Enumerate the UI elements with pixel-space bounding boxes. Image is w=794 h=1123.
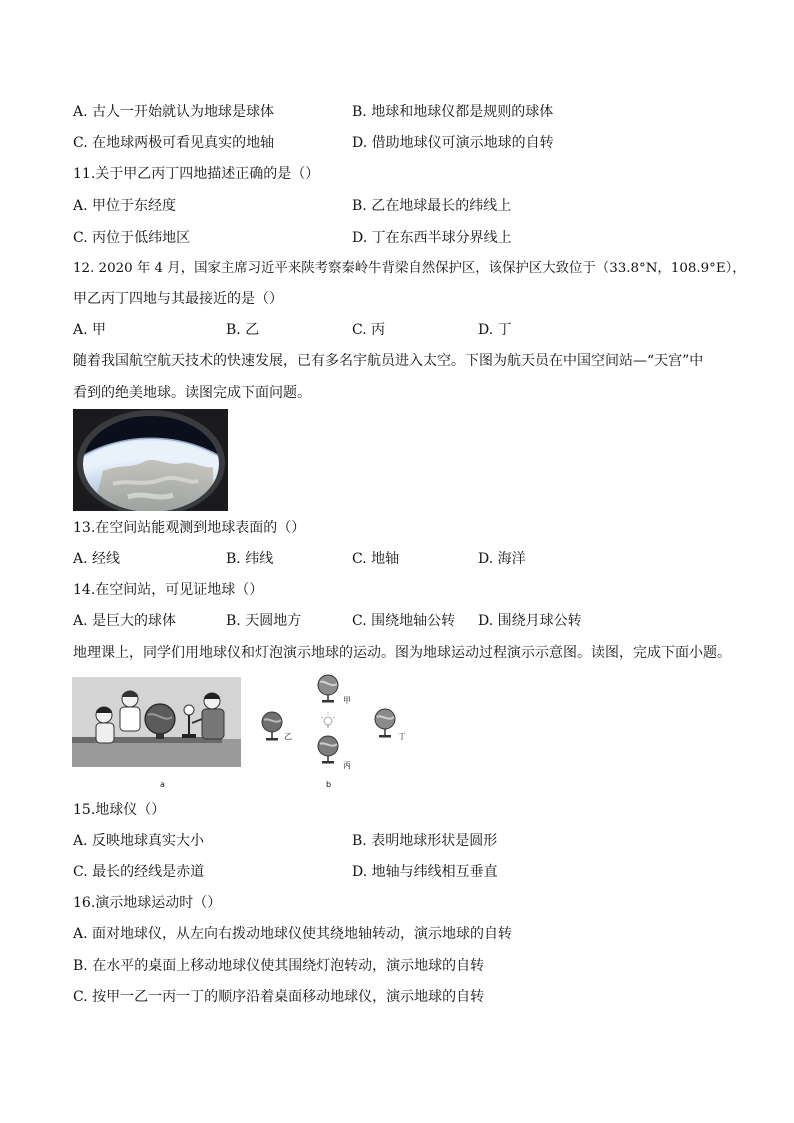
q12-option-a: A. 甲 bbox=[73, 322, 107, 338]
q15-option-c: C. 最长的经线是赤道 bbox=[73, 864, 205, 880]
q13-option-b: B. 纬线 bbox=[226, 551, 274, 567]
bulb-icon bbox=[321, 712, 335, 728]
figure-b-label: b bbox=[326, 780, 332, 789]
q11-option-c: C. 丙位于低纬地区 bbox=[73, 230, 191, 246]
orbit-demo-diagram bbox=[255, 672, 415, 772]
q12-option-d: D. 丁 bbox=[478, 322, 512, 338]
figure-b-label-jia: 甲 bbox=[343, 696, 351, 705]
q16-stem: 16.演示地球运动时（） bbox=[73, 895, 222, 911]
q16-option-c: C. 按甲一乙一丙一丁的顺序沿着桌面移动地球仪，演示地球的自转 bbox=[73, 989, 485, 1005]
q14-stem: 14.在空间站，可见证地球（） bbox=[73, 582, 264, 598]
passage2-line1: 地理课上，同学们用地球仪和灯泡演示地球的运动。图为地球运动过程演示示意图。读图，完成下面小题。 bbox=[73, 645, 731, 661]
orbit-globes-drawing bbox=[255, 672, 415, 772]
q10-option-a: A. 古人一开始就认为地球是球体 bbox=[73, 104, 275, 120]
earth-window-illustration bbox=[73, 409, 228, 511]
figure-b-label-bing: 丙 bbox=[343, 761, 351, 770]
classroom-scene-drawing bbox=[72, 677, 241, 767]
q14-option-b: B. 天圆地方 bbox=[226, 613, 302, 629]
q11-option-b: B. 乙在地球最长的纬线上 bbox=[352, 198, 512, 214]
q13-stem: 13.在空间站能观测到地球表面的（） bbox=[73, 520, 306, 536]
q13-option-d: D. 海洋 bbox=[478, 551, 526, 567]
globe-yi bbox=[262, 712, 282, 741]
globe-jia bbox=[318, 675, 338, 703]
q16-option-a: A. 面对地球仪，从左向右拨动地球仪使其绕地轴转动，演示地球的自转 bbox=[73, 926, 513, 942]
figure-b-label-ding: 丁 bbox=[398, 732, 406, 741]
q10-option-d: D. 借助地球仪可演示地球的自转 bbox=[352, 135, 554, 151]
q11-option-d: D. 丁在东西半球分界线上 bbox=[352, 230, 512, 246]
q14-option-d: D. 围绕月球公转 bbox=[478, 613, 582, 629]
q16-option-b: B. 在水平的桌面上移动地球仪使其围绕灯泡转动，演示地球的自转 bbox=[73, 958, 485, 974]
figure-a-label: a bbox=[160, 780, 165, 789]
q15-option-a: A. 反映地球真实大小 bbox=[73, 833, 205, 849]
q15-option-d: D. 地轴与纬线相互垂直 bbox=[352, 864, 498, 880]
q12-option-c: C. 丙 bbox=[352, 322, 386, 338]
q14-option-c: C. 围绕地轴公转 bbox=[352, 613, 456, 629]
globe-ding bbox=[375, 709, 395, 738]
q10-option-b: B. 地球和地球仪都是规则的球体 bbox=[352, 104, 554, 120]
space-station-earth-photo bbox=[73, 409, 228, 511]
q13-option-a: A. 经线 bbox=[73, 551, 121, 567]
q12-option-b: B. 乙 bbox=[226, 322, 260, 338]
q12-stem-line1: 12. 2020 年 4 月，国家主席习近平来陕考察秦岭牛背梁自然保护区，该保护区大致位于（33.8°N，108.9°E）， bbox=[73, 261, 746, 276]
passage1-line1: 随着我国航空航天技术的快速发展，已有多名宇航员进入太空。下图为航天员在中国空间站—“天宫”中 bbox=[73, 353, 704, 369]
q11-option-a: A. 甲位于东经度 bbox=[73, 198, 177, 214]
figure-b-label-yi: 乙 bbox=[284, 732, 292, 741]
globe-bing bbox=[318, 736, 338, 764]
classroom-globe-illustration bbox=[72, 677, 241, 767]
q12-stem-line2: 甲乙丙丁四地与其最接近的是（） bbox=[73, 291, 283, 307]
q10-option-c: C. 在地球两极可看见真实的地轴 bbox=[73, 135, 275, 151]
passage1-line2: 看到的绝美地球。读图完成下面问题。 bbox=[73, 385, 311, 401]
q15-stem: 15.地球仪（） bbox=[73, 802, 166, 818]
q13-option-c: C. 地轴 bbox=[352, 551, 400, 567]
q15-option-b: B. 表明地球形状是圆形 bbox=[352, 833, 498, 849]
q11-stem: 11.关于甲乙丙丁四地描述正确的是（） bbox=[73, 166, 320, 182]
q14-option-a: A. 是巨大的球体 bbox=[73, 613, 177, 629]
